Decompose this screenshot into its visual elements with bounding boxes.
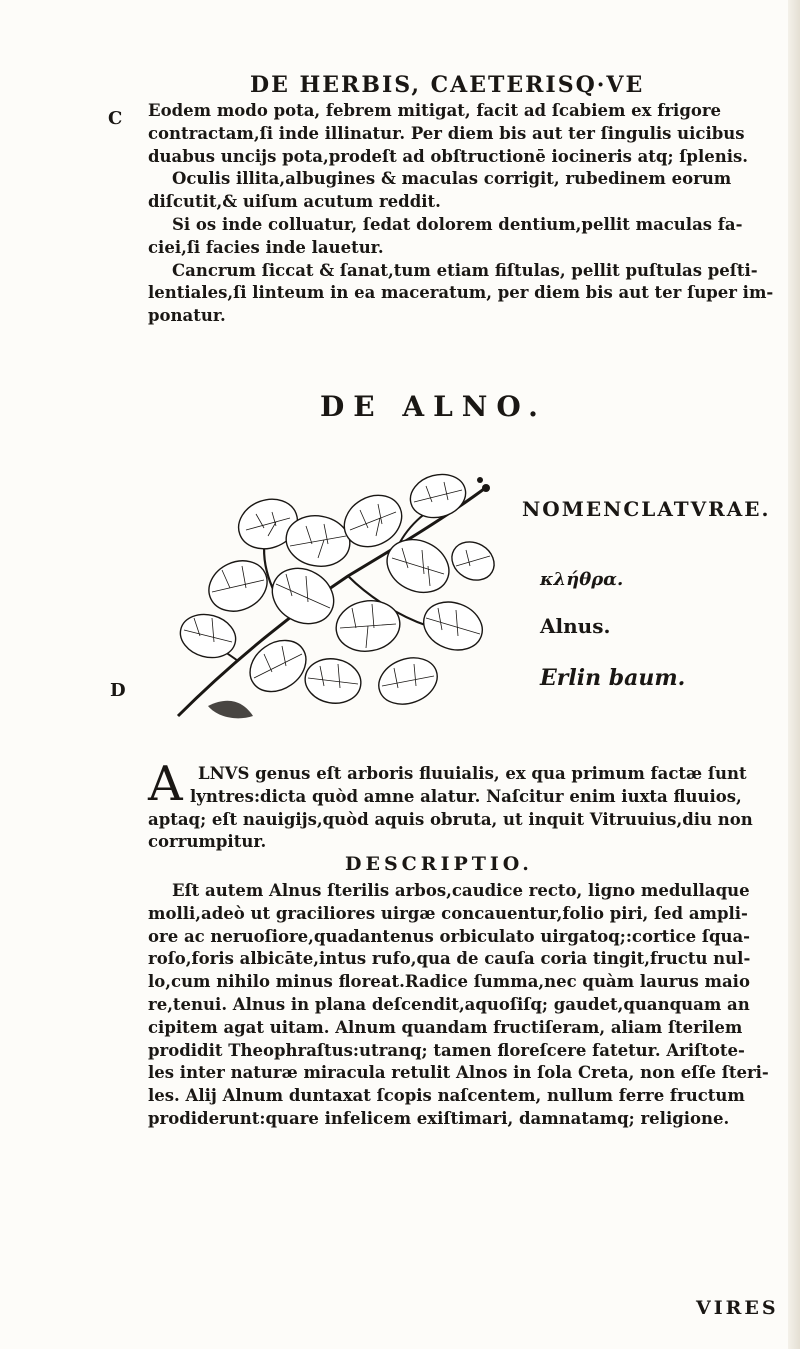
page-edge: [788, 0, 800, 1349]
margin-letter-c: C: [108, 108, 123, 129]
nomenclature-heading: NOMENCLATVRAE.: [522, 497, 771, 521]
section-heading: DE ALNO.: [320, 390, 547, 423]
text-line: lyntres:dicta quòd amne alatur. Naſcitur enim iuxta fluuios,: [190, 786, 742, 806]
text-line: prodidit Theophraſtus:utranq; tamen floreſcere fatetur. Ariſtote-: [148, 1040, 745, 1060]
text-line: Eſt autem Alnus ſterilis arbos,caudice recto, ligno medullaque: [172, 881, 750, 900]
text-line: cipitem agat uitam. Alnum quandam fructiſeram, aliam ſterilem: [148, 1017, 743, 1037]
text-line: re,tenui. Alnus in plana deſcendit,aquoſiſq; gaudet,quanquam an: [148, 994, 750, 1014]
paragraph-virtues: [148, 100, 788, 328]
text-line: les inter naturæ miracula retulit Alnos in ſola Creta, non eſſe ſteri-: [148, 1063, 769, 1083]
text-line: Si os inde colluatur, ſedat dolorem dentium,pellit maculas fa-: [172, 214, 743, 234]
german-name: Erlin baum.: [540, 665, 686, 691]
paragraph-description: [148, 880, 788, 1131]
drop-cap: A: [148, 756, 183, 812]
text-line: contractam,ſi inde illinatur. Per diem bis aut ter ſingulis uicibus: [148, 123, 745, 143]
text-line: ponatur.: [148, 306, 226, 326]
text-line: ciei,ſi facies inde lauetur.: [148, 237, 384, 257]
text-line: Oculis illita,albugines & maculas corrigit, rubedinem eorum: [172, 169, 732, 189]
margin-letter-d: D: [110, 680, 126, 701]
text-line: corrumpitur.: [148, 832, 267, 852]
catchword: VIRES: [696, 1297, 779, 1319]
text-line: duabus uncijs pota,prodeſt ad obſtructionē iocineris atq; ſplenis.: [148, 146, 749, 166]
text-line: LNVS genus eſt arboris fluuialis, ex qua primum factæ ſunt: [198, 764, 747, 783]
text-line: prodiderunt:quare infelicem exiſtimari, damnatamq; religione.: [148, 1108, 730, 1128]
text-line: molli,adeò ut graciliores uirgæ concauentur,folio piri, ſed ampli-: [148, 903, 748, 923]
text-line: aptaq; eſt nauigijs,quòd aquis obruta, ut inquit Vitruuius,diu non: [148, 809, 753, 829]
text-line: diſcutit,& uiſum acutum reddit.: [148, 192, 441, 212]
running-head: DE HERBIS, CAETERISQ·VE: [250, 72, 645, 98]
text-line: Eodem modo pota, febrem mitigat, facit ad ſcabiem ex frigore: [148, 101, 722, 120]
text-line: les. Alij Alnum duntaxat ſcopis naſcentem, nullum ferre fructum: [148, 1086, 745, 1106]
greek-name: κλήθρα.: [540, 569, 624, 590]
alder-branch-woodcut-icon: [168, 466, 508, 736]
text-line: Cancrum ſiccat & ſanat,tum etiam fiſtulas, pellit puſtulas peſti-: [172, 260, 758, 280]
text-line: roſo,foris albicāte,intus rufo,qua de cauſa coria tingit,fructu nul-: [148, 949, 751, 969]
descriptio-heading: DESCRIPTIO.: [345, 853, 533, 875]
latin-name: Alnus.: [540, 614, 611, 638]
text-line: ore ac neruoſiore,quadantenus orbiculato uirgatoq;:cortice ſqua-: [148, 926, 751, 946]
paragraph-alnus-intro: [148, 763, 788, 854]
text-line: lo,cum nihilo minus floreat.Radice ſumma,nec quàm laurus maio: [148, 972, 750, 992]
text-line: lentiales,ſi linteum in ea maceratum, per diem bis aut ter ſuper im-: [148, 283, 774, 303]
